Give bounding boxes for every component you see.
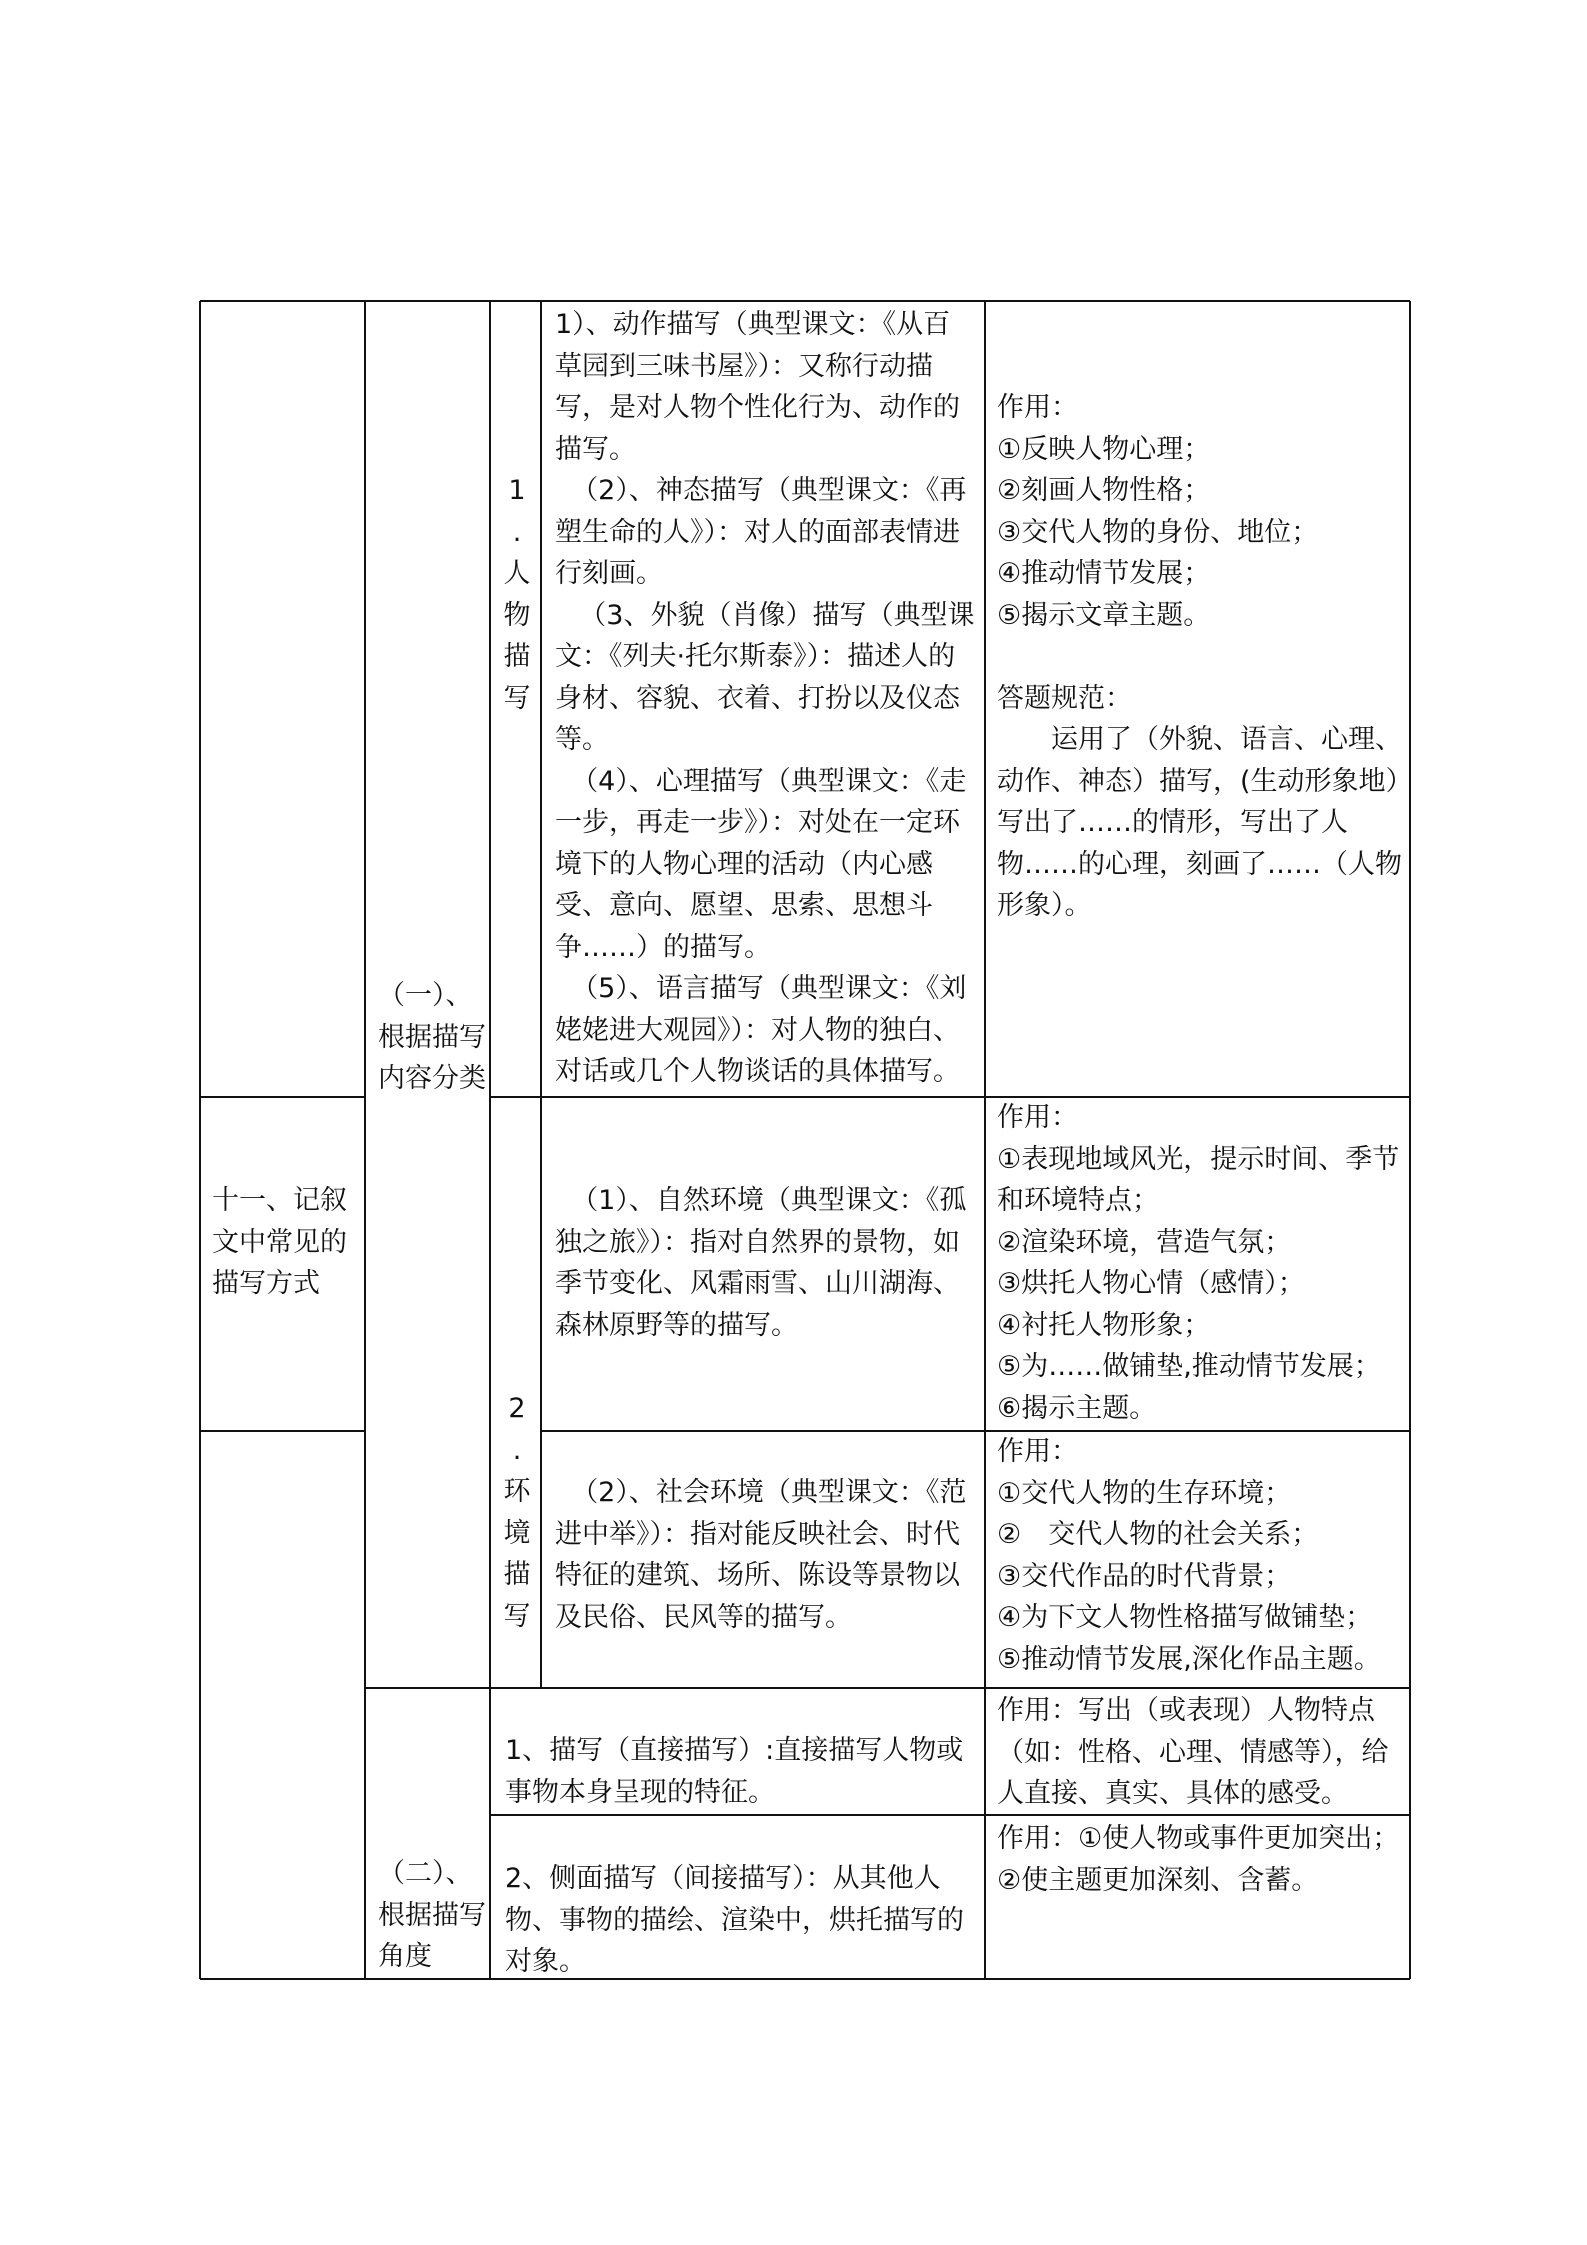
effect-item: ④推动情节发展； [997, 558, 1211, 589]
character-effects-cell [997, 387, 1402, 927]
description-item: 2、侧面描写（间接描写）：从其他人物、事物的描绘、渲染中，烘托描写的对象。 [505, 1863, 964, 1977]
group-char: 2 [508, 1393, 526, 1424]
description-item: （3、外貌（肖像）描写（典型课文：《列夫·托尔斯泰》）：描述人的身材、容貌、衣着、打扮以及仪态等。 [555, 599, 975, 755]
group-char: 人 [503, 558, 531, 589]
group-char: . [512, 1434, 522, 1466]
group-char: 境 [503, 1517, 531, 1549]
answer-title: 答题规范： [997, 682, 1132, 714]
category-1-label-cell [378, 975, 486, 1100]
natural-environment-cell [555, 1180, 977, 1346]
group-char: . [512, 516, 522, 548]
description-item: （5）、语言描写（典型课文：《刘姥姥进大观园》）：对人物的独白、对话或几个人物谈话的具体描写。 [555, 973, 967, 1087]
effects-title: 作用： [997, 1436, 1078, 1467]
social-environment-cell [555, 1472, 977, 1638]
effect-item: ⑤揭示文章主题。 [997, 599, 1211, 631]
effect-item: ⑤为……做铺垫,推动情节发展； [997, 1351, 1381, 1382]
group-character-label [500, 470, 534, 719]
description-item: （2）、社会环境（典型课文：《范进中举》）：指对能反映社会、时代特征的建筑、场所、陈设等景物以及民俗、民风等的描写。 [555, 1477, 967, 1633]
indirect-description-cell [505, 1858, 977, 1983]
group-char: 写 [503, 1600, 531, 1632]
group-char: 物 [503, 599, 531, 631]
description-item: （2）、神态描写（典型课文：《再塑生命的人》）：对人的面部表情进行刻画。 [555, 475, 967, 589]
social-effects-cell [997, 1431, 1402, 1680]
description-item: 1）、动作描写（典型课文：《从百草园到三味书屋》）：又称行动描写，是对人物个性化行为、动作的描写。 [555, 309, 960, 465]
main-topic-cell [212, 1180, 360, 1305]
description-item: （1）、自然环境（典型课文：《孤独之旅》）：指对自然界的景物，如季节变化、风霜雨雪、山川湖海、森林原野等的描写。 [555, 1185, 967, 1341]
category-2-label: （二）、根据描写角度 [378, 1858, 486, 1972]
effect-item: ①交代人物的生存环境； [997, 1477, 1292, 1509]
effect-item: ②刻画人物性格； [997, 475, 1211, 506]
description-item: 1、描写（直接描写）:直接描写人物或事物本身呈现的特征。 [505, 1735, 964, 1808]
main-topic: 十一、记叙文中常见的描写方式 [212, 1185, 347, 1299]
natural-effects-cell [997, 1097, 1402, 1429]
group-char: 描 [503, 641, 531, 672]
category-1-label: （一）、根据描写内容分类 [378, 980, 486, 1094]
group-char: 写 [503, 682, 531, 714]
category-2-label-cell [378, 1853, 486, 1978]
effect-item: ③交代作品的时代背景； [997, 1560, 1292, 1592]
effect-item: ①表现地域风光，提示时间、季节和环境特点； [997, 1143, 1400, 1216]
effect-item: ③烘托人物心情（感情）； [997, 1268, 1305, 1299]
group-environment-label [500, 1388, 534, 1637]
effect-text: 作用：①使人物或事件更加突出；②使主题更加深刻、含蓄。 [997, 1823, 1400, 1896]
direct-description-cell [505, 1730, 977, 1813]
effect-item: ①反映人物心理； [997, 433, 1211, 465]
group-char: 描 [503, 1559, 531, 1590]
group-char: 1 [508, 475, 526, 506]
description-item: （4）、心理描写（典型课文：《走一步，再走一步》）：对处在一定环境下的人物心理的活动（内心感受、意向、愿望、思索、思想斗争……）的描写。 [555, 765, 967, 963]
effect-item: ④衬托人物形象； [997, 1309, 1211, 1341]
effects-title: 作用： [997, 1102, 1078, 1133]
indirect-effects-cell [997, 1818, 1402, 1901]
character-description-cell [555, 304, 977, 1093]
group-char: 环 [503, 1476, 531, 1507]
direct-effects-cell [997, 1690, 1402, 1815]
effect-item: ②渲染环境，营造气氛； [997, 1226, 1292, 1258]
effect-item: ② 交代人物的社会关系； [997, 1519, 1319, 1550]
spacer [997, 636, 1402, 678]
effect-item: ④为下文人物性格描写做铺垫； [997, 1602, 1373, 1633]
effect-item: ⑥揭示主题。 [997, 1392, 1157, 1424]
effect-item: ③交代人物的身份、地位； [997, 516, 1319, 548]
answer-text: 运用了（外貌、语言、心理、动作、神态）描写，(生动形象地）写出了……的情形，写出了人物……的心理，刻画了……（人物形象）。 [997, 724, 1402, 921]
effects-title: 作用： [997, 392, 1078, 423]
effect-text: 作用：写出（或表现）人物特点（如：性格、心理、情感等），给人直接、真实、具体的感受。 [997, 1695, 1389, 1809]
effect-item: ⑤推动情节发展,深化作品主题。 [997, 1643, 1381, 1675]
